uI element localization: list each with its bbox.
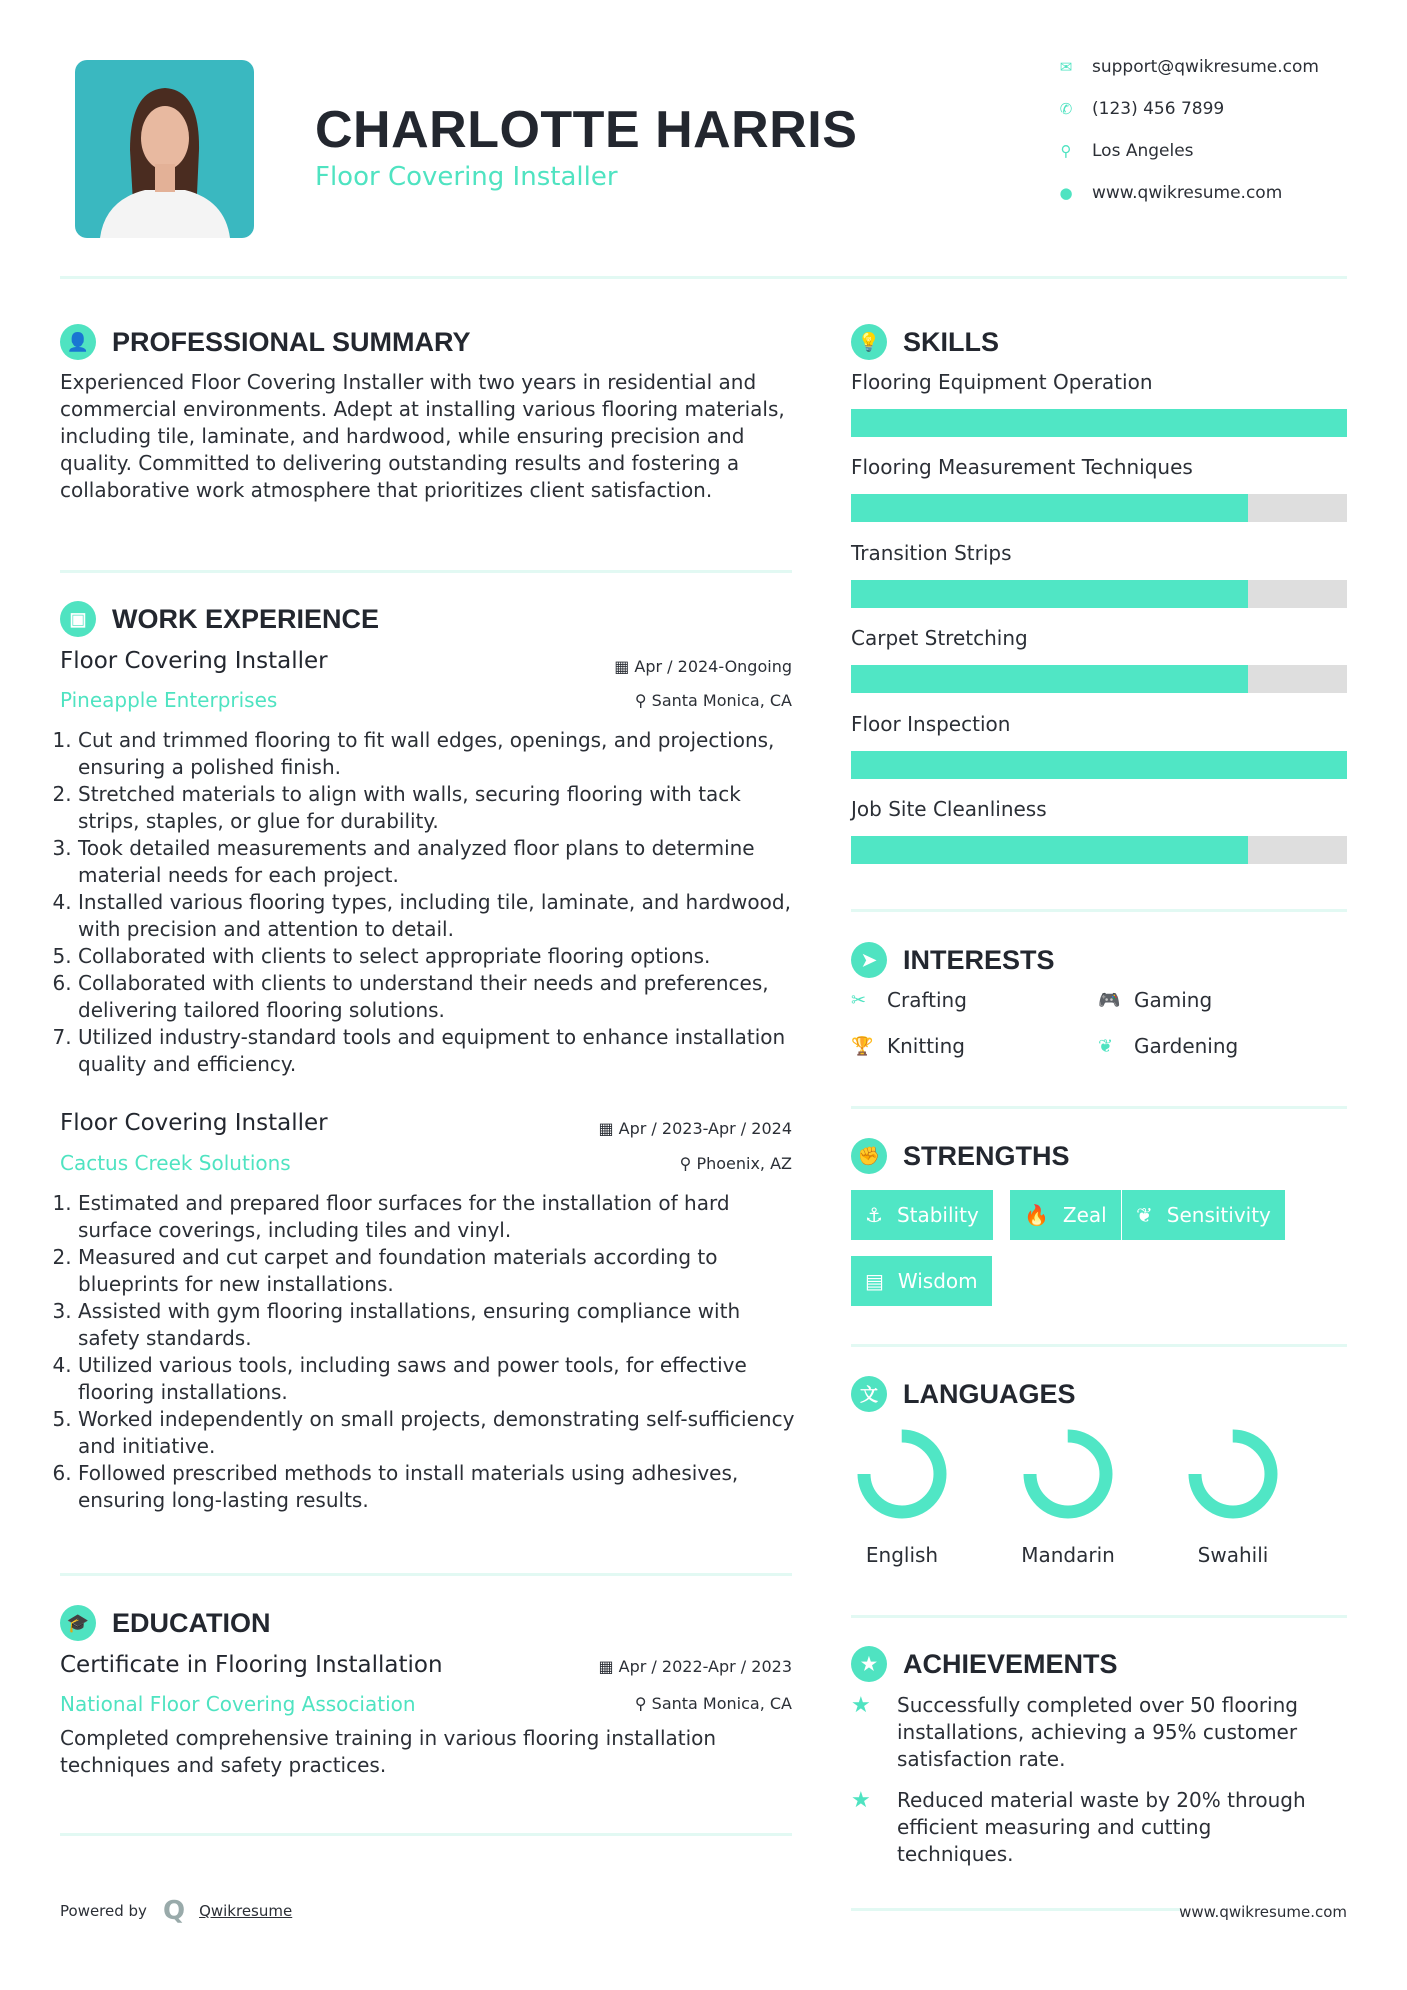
achievement-item (851, 1787, 1331, 1868)
person-photo-icon (75, 60, 254, 238)
header-divider (60, 276, 1347, 279)
powered-text: Powered by (60, 1902, 147, 1920)
bullet: 5. Collaborated with clients to select appropriate flooring options. (78, 943, 795, 970)
heading-text: LANGUAGES (903, 1378, 1076, 1409)
interest-label: Knitting (887, 1034, 965, 1058)
job-bullets (60, 1190, 795, 1514)
heading-text: PROFESSIONAL SUMMARY (112, 326, 471, 357)
divider (851, 1344, 1347, 1347)
achievement-item (851, 1692, 1331, 1773)
skill-name: Job Site Cleanliness (851, 797, 1047, 821)
bullet: 6. Followed prescribed methods to install materials using adhesives, ensuring long-lasting results. (78, 1460, 795, 1514)
location-text: Phoenix, AZ (696, 1154, 792, 1173)
badge-label: Zeal (1062, 1203, 1107, 1227)
language-ring (852, 1424, 952, 1524)
skill-bar (851, 409, 1347, 437)
book-icon: ▤ (865, 1269, 884, 1293)
calendar-icon: ▦ (598, 1119, 619, 1138)
skill-bar (851, 665, 1347, 693)
divider (60, 1573, 792, 1576)
job-bullets (60, 727, 795, 1078)
bullet: 4. Installed various flooring types, including tile, laminate, and hardwood, with precision and attention to detail. (78, 889, 795, 943)
bullet: 5. Worked independently on small projects, demonstrating self-sufficiency and initiative. (78, 1406, 795, 1460)
skill-bar (851, 494, 1347, 522)
profile-photo (75, 60, 254, 238)
skill-bar-fill (851, 409, 1347, 437)
language-ring-arc (1195, 1436, 1271, 1512)
contact-phone (1056, 99, 1224, 119)
badge-label: Stability (896, 1203, 979, 1227)
interest-item (1098, 988, 1212, 1012)
education-org: National Floor Covering Association (60, 1692, 416, 1716)
date-text: Apr / 2023-Apr / 2024 (618, 1119, 792, 1138)
heading-text: STRENGTHS (903, 1140, 1070, 1171)
job-location (492, 1154, 792, 1173)
pin-icon: ⚲ (679, 1154, 697, 1173)
strength-badge (851, 1190, 993, 1240)
briefcase-icon: ▣ (60, 601, 96, 637)
strengths-heading (851, 1138, 1070, 1174)
heading-text: ACHIEVEMENTS (903, 1648, 1118, 1679)
pin-icon: ⚲ (634, 691, 652, 710)
heading-text: EDUCATION (112, 1607, 271, 1638)
interest-label: Crafting (887, 988, 967, 1012)
anchor-icon: ⚓ (865, 1203, 883, 1227)
bullet: 2. Measured and cut carpet and foundation materials according to blueprints for new installations. (78, 1244, 795, 1298)
bullet: 4. Utilized various tools, including saws and power tools, for effective flooring installations. (78, 1352, 795, 1406)
skill-bar-fill (851, 494, 1248, 522)
achievements-heading (851, 1646, 1118, 1682)
fire-icon: 🔥 (1024, 1203, 1049, 1227)
work-heading (60, 601, 379, 637)
skill-name: Transition Strips (851, 540, 1012, 565)
calendar-icon: ▦ (614, 657, 635, 676)
skill-bar-fill (851, 836, 1248, 864)
language-name: English (865, 1543, 939, 1567)
job-company: Cactus Creek Solutions (60, 1151, 291, 1175)
divider (851, 1615, 1347, 1618)
skill-name: Carpet Stretching (851, 626, 1028, 651)
bullet: 6. Collaborated with clients to understand their needs and preferences, delivering tailored flooring solutions. (78, 970, 795, 1024)
divider (60, 570, 792, 573)
bullet: 3. Took detailed measurements and analyzed floor plans to determine material needs for each project. (78, 835, 795, 889)
language-name: Mandarin (1021, 1543, 1115, 1567)
calendar-icon: ▦ (598, 1657, 619, 1676)
map-pin-icon: ⚲ (1060, 142, 1072, 160)
contact-email[interactable] (1056, 57, 1319, 77)
skill-bar-fill (851, 751, 1347, 779)
education-date (492, 1657, 792, 1676)
date-text: Apr / 2024-Ongoing (634, 657, 792, 676)
skill-name: Flooring Measurement Techniques (851, 455, 1193, 480)
strength-badge (851, 1256, 992, 1306)
pin-icon: ⚲ (634, 1694, 652, 1713)
interest-item (1098, 1034, 1238, 1058)
powered-by (60, 1896, 292, 1926)
candidate-name: CHARLOTTE HARRIS (315, 101, 858, 159)
fist-icon: ✊ (851, 1138, 887, 1174)
education-heading (60, 1605, 271, 1641)
location-text: Santa Monica, CA (651, 691, 792, 710)
language-ring-arc (1030, 1436, 1106, 1512)
job-company: Pineapple Enterprises (60, 688, 278, 712)
skill-bar (851, 836, 1347, 864)
location-text: Santa Monica, CA (651, 1694, 792, 1713)
language-ring (1018, 1424, 1118, 1524)
job-date (492, 1119, 792, 1138)
gamepad-icon: 🎮 (1098, 989, 1121, 1011)
divider (851, 1106, 1347, 1109)
divider (60, 1833, 792, 1836)
badge-label: Sensitivity (1166, 1203, 1271, 1227)
bullet: 1. Cut and trimmed flooring to fit wall edges, openings, and projections, ensuring a polished finish. (78, 727, 795, 781)
job-title: Floor Covering Installer (60, 648, 328, 674)
strength-badge (1122, 1190, 1285, 1240)
education-title: Certificate in Flooring Installation (60, 1652, 443, 1678)
achievement-text: Reduced material waste by 20% through efficient measuring and cutting techniques. (897, 1788, 1306, 1866)
interests-heading (851, 942, 1055, 978)
skill-bar-fill (851, 580, 1248, 608)
education-text: Completed comprehensive training in various flooring installation techniques and safety practices. (60, 1726, 717, 1777)
heading-text: WORK EXPERIENCE (112, 603, 380, 634)
contact-text: (123) 456 7899 (1092, 99, 1225, 119)
job-date (492, 657, 792, 676)
interest-label: Gaming (1134, 988, 1213, 1012)
heading-text: INTERESTS (903, 944, 1055, 975)
paper-plane-icon: ➤ (851, 942, 887, 978)
footer-site[interactable]: www.qwikresume.com (1179, 1903, 1347, 1921)
job-location (492, 691, 792, 710)
strength-badge (1010, 1190, 1121, 1240)
contact-website[interactable] (1056, 183, 1282, 203)
scissors-icon: ✂ (851, 989, 867, 1011)
graduation-icon: 🎓 (60, 1605, 96, 1641)
summary-text: Experienced Floor Covering Installer with two years in residential and commercial environments. Adept at installing various flooring materials, including tile, laminate, and hardwood, while ensuring precision and quality. Committed to delivering outstanding results and fostering a collaborative work atmosphere that prioritizes client satisfaction. (60, 370, 785, 502)
job-title: Floor Covering Installer (60, 1110, 328, 1136)
brand-link[interactable]: Qwikresume (199, 1902, 293, 1920)
interest-item (851, 1034, 965, 1058)
skill-bar (851, 580, 1347, 608)
bullet: 7. Utilized industry-standard tools and equipment to enhance installation quality and efficiency. (78, 1024, 795, 1078)
skill-name: Flooring Equipment Operation (851, 370, 1153, 394)
skill-bar-fill (851, 665, 1248, 693)
user-icon: 👤 (60, 324, 96, 360)
footer-line (851, 1908, 1181, 1911)
envelope-icon: ✉ (1059, 58, 1073, 76)
contact-location (1056, 141, 1194, 161)
skill-name: Floor Inspection (851, 711, 1011, 736)
bullet: 2. Stretched materials to align with walls, securing flooring with tack strips, staples, or glue for durability. (78, 781, 795, 835)
bullet: 3. Assisted with gym flooring installations, ensuring compliance with safety standards. (78, 1298, 795, 1352)
interest-label: Gardening (1134, 1034, 1239, 1058)
heading-text: SKILLS (903, 326, 1000, 357)
bullet: 1. Estimated and prepared floor surfaces for the installation of hard surface coverings, including tiles and vinyl. (78, 1190, 795, 1244)
leaf-icon: ❦ (1136, 1203, 1153, 1227)
languages-heading (851, 1376, 1076, 1412)
translate-icon: 文 (851, 1376, 887, 1412)
candidate-title: Floor Covering Installer (315, 162, 618, 192)
skill-bar (851, 751, 1347, 779)
summary-heading (60, 324, 471, 360)
star-badge-icon: ★ (851, 1646, 887, 1682)
language-name: Swahili (1197, 1543, 1269, 1567)
leaf-icon: ❦ (1098, 1035, 1114, 1057)
globe-icon: ● (1059, 184, 1073, 202)
language-ring (1183, 1424, 1283, 1524)
qwikresume-logo-icon: Q (162, 1896, 186, 1926)
phone-icon: ✆ (1059, 100, 1073, 118)
lightbulb-icon: 💡 (851, 324, 887, 360)
interest-item (851, 988, 967, 1012)
badge-label: Wisdom (897, 1269, 978, 1293)
star-icon: ★ (851, 1788, 871, 1813)
language-ring-arc (864, 1436, 940, 1512)
star-icon: ★ (851, 1693, 871, 1718)
skills-heading (851, 324, 999, 360)
divider (851, 909, 1347, 912)
trophy-icon: 🏆 (851, 1035, 874, 1057)
education-location (492, 1694, 792, 1713)
date-text: Apr / 2022-Apr / 2023 (618, 1657, 792, 1676)
contact-text: support@qwikresume.com (1092, 57, 1319, 77)
contact-text: www.qwikresume.com (1092, 183, 1283, 203)
achievement-text: Successfully completed over 50 flooring installations, achieving a 95% customer satisfaction rate. (897, 1693, 1298, 1771)
contact-text: Los Angeles (1092, 141, 1194, 161)
